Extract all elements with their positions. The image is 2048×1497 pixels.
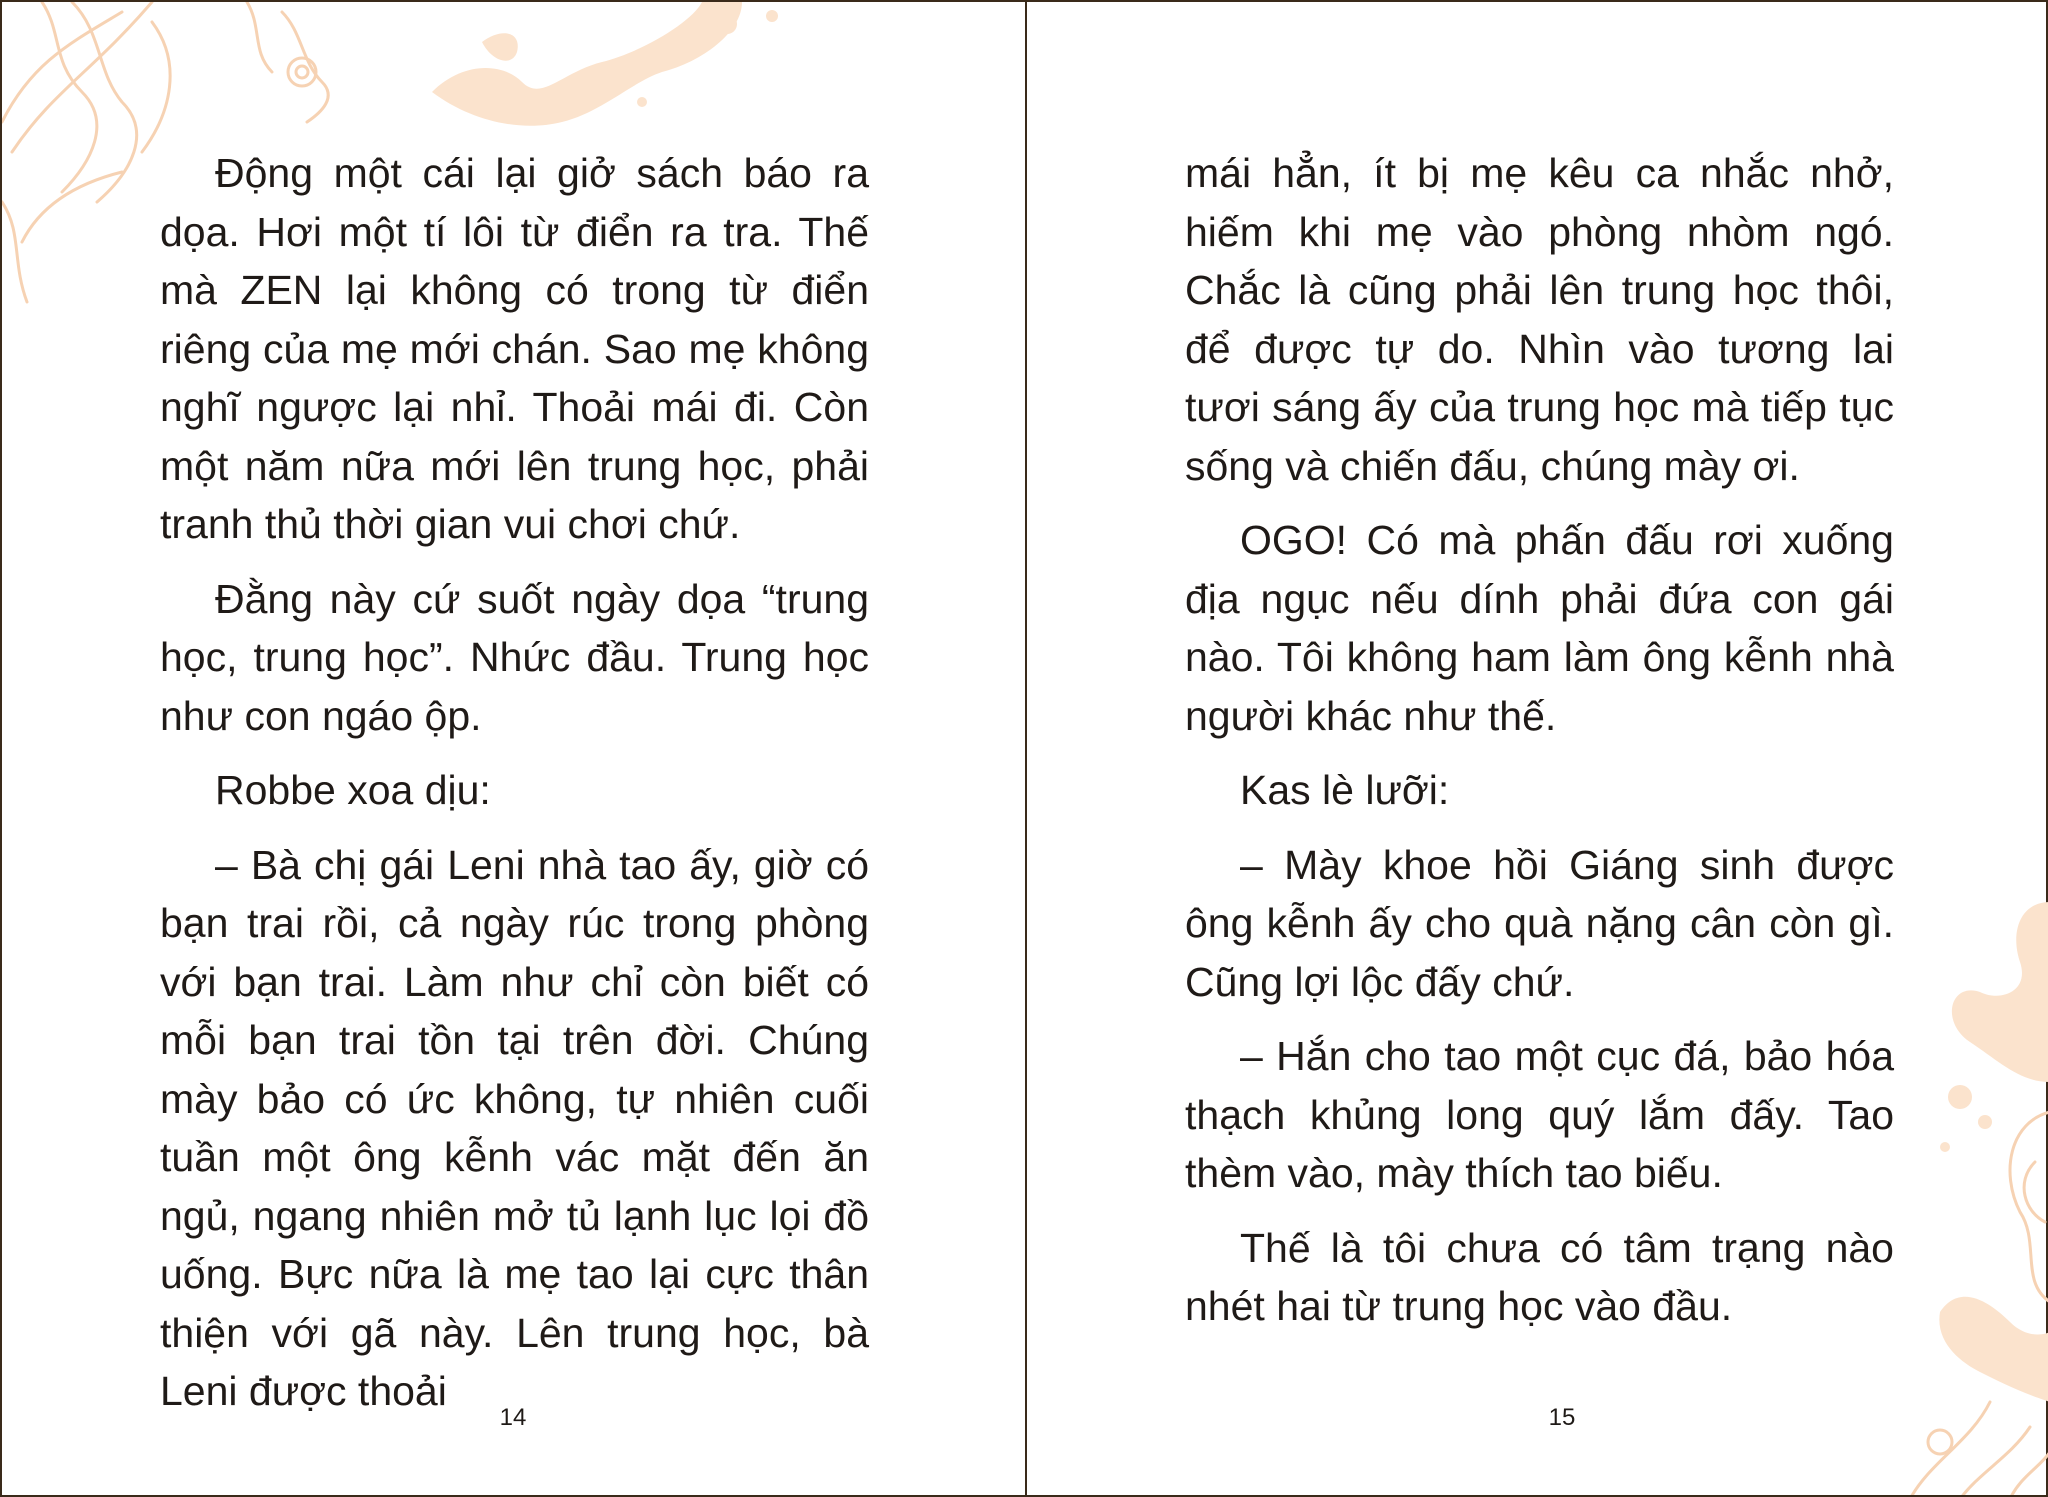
- right-page: [1025, 2, 2048, 1495]
- paragraph: mái hẳn, ít bị mẹ kêu ca nhắc nhở, hiếm khi mẹ vào phòng nhòm ngó. Chắc là cũng phải lên trung học thôi, để được tự do. Nhìn vào tương lai tươi sáng ấy của trung học mà tiếp tục sống và chiến đấu, chúng mày ơi.: [1185, 150, 1894, 489]
- paragraph: Robbe xoa dịu:: [215, 767, 491, 813]
- paragraph: – Hắn cho tao một cục đá, bảo hóa thạch khủng long quý lắm đấy. Tao thèm vào, mày thích tao biếu.: [1185, 1033, 1894, 1196]
- left-page: [2, 2, 1025, 1495]
- paragraph: OGO! Có mà phấn đấu rơi xuống địa ngục nếu dính phải đứa con gái nào. Tôi không ham làm ông kễnh nhà người khác như thế.: [1185, 517, 1894, 739]
- paragraph: Đằng này cứ suốt ngày dọa “trung học, trung học”. Nhức đầu. Trung học như con ngáo ộp.: [160, 575, 869, 739]
- paragraph: – Mày khoe hồi Giáng sinh được ông kễnh ấy cho quà nặng cân còn gì. Cũng lợi lộc đấy chứ.: [1185, 841, 1894, 1005]
- right-body-text: [1185, 144, 1894, 1352]
- paragraph: Thế là tôi chưa có tâm trạng nào nhét hai từ trung học vào đầu.: [1185, 1224, 1894, 1329]
- page-number: 15: [1548, 1404, 1576, 1431]
- page-number: 14: [499, 1404, 527, 1431]
- paragraph: Động một cái lại giở sách báo ra dọa. Hơi một tí lôi từ điển ra tra. Thế mà ZEN lại không có trong từ điển riêng của mẹ mới chán. Sao mẹ không nghĩ ngược lại nhỉ. Thoải mái đi. Còn một năm nữa mới lên trung học, phải tranh thủ thời gian vui chơi chứ.: [160, 150, 869, 547]
- left-body-text: [160, 144, 869, 1437]
- paragraph: Kas lè lưỡi:: [1240, 767, 1450, 813]
- ice-cream-splash-icon: [1900, 882, 2048, 1495]
- paragraph: – Bà chị gái Leni nhà tao ấy, giờ có bạn trai rồi, cả ngày rúc trong phòng với bạn trai. Làm như chỉ còn biết có mỗi bạn trai tồn tại trên đời. Chúng mày bảo có ức không, tự nhiên cuối tuần một ông kễnh vác mặt đến ăn ngủ, ngang nhiên mở tủ lạnh lục lọi đồ uống. Bực nữa là mẹ tao lại cực thân thiện với gã này. Lên trung học, bà Leni được thoải: [160, 841, 869, 1414]
